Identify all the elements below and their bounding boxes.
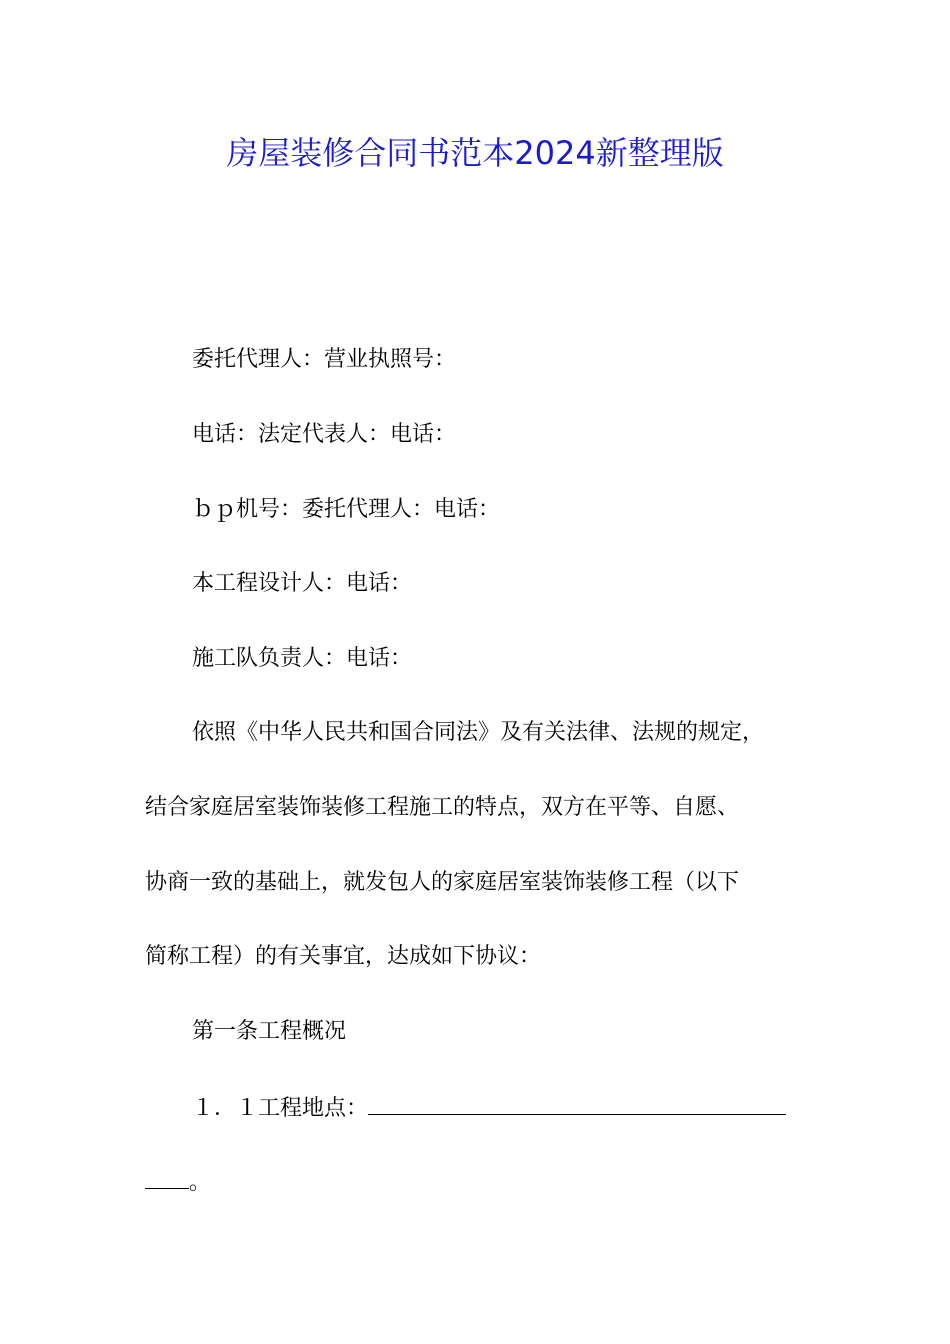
text-line-designer: 本工程设计人：电话： <box>192 571 413 596</box>
text-line-phone-representative: 电话：法定代表人：电话： <box>192 422 457 447</box>
document-title: 房屋装修合同书范本2024新整理版 <box>226 134 724 172</box>
text-paragraph-line-3: 协商一致的基础上，就发包人的家庭居室装饰装修工程（以下 <box>145 870 740 895</box>
section-heading-article-1: 第一条工程概况 <box>192 1019 347 1044</box>
text-line-agent-license: 委托代理人：营业执照号： <box>192 347 457 372</box>
project-location-blank <box>368 1092 786 1115</box>
text-paragraph-line-2: 结合家庭居室装饰装修工程施工的特点，双方在平等、自愿、 <box>145 795 740 820</box>
text-paragraph-line-1: 依照《中华人民共和国合同法》及有关法律、法规的规定， <box>192 720 765 745</box>
project-location-label: １．１工程地点： <box>192 1096 369 1121</box>
project-location-line <box>192 1092 786 1124</box>
text-paragraph-line-4: 简称工程）的有关事宜，达成如下协议： <box>145 944 542 969</box>
text-line-team-leader: 施工队负责人：电话： <box>192 646 413 671</box>
continuation-period: 。 <box>189 1170 212 1195</box>
project-location-continuation <box>145 1166 211 1198</box>
text-line-bp-agent: ｂｐ机号：委托代理人：电话： <box>192 497 501 522</box>
continuation-blank <box>145 1166 189 1189</box>
